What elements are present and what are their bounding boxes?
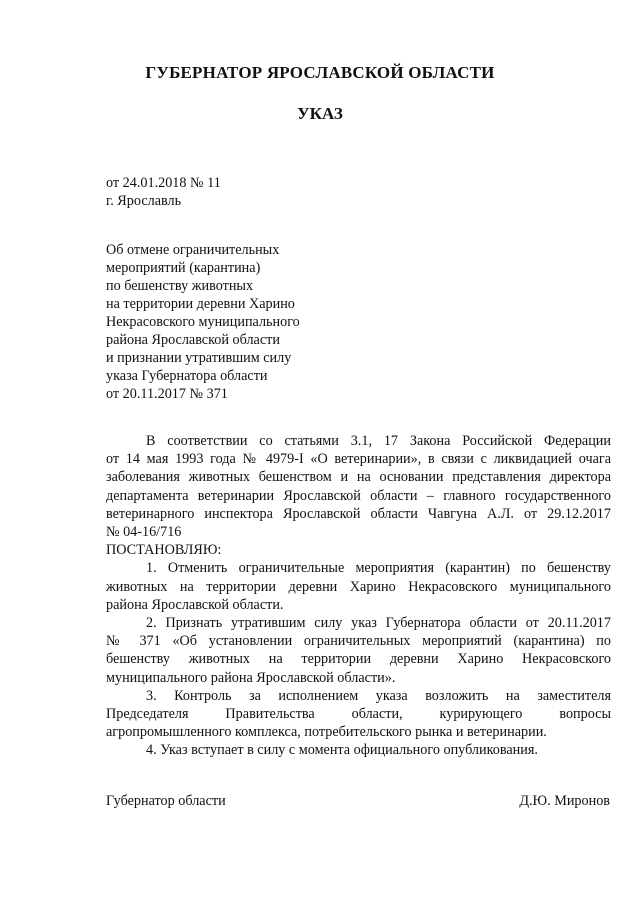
subject-line: указа Губернатора области [106, 368, 268, 384]
item-line: бешенству животных на территории деревни Харино Некрасовского [106, 651, 611, 668]
item-line: № 371 «Об установлении ограничительных мероприятий (карантина) по [106, 633, 611, 650]
subject-line: на территории деревни Харино [106, 296, 295, 312]
subject-line: от 20.11.2017 № 371 [106, 386, 228, 402]
decree-word: ПОСТАНОВЛЯЮ: [106, 542, 222, 559]
document-type-heading: УКАЗ [297, 104, 343, 123]
item-line: района Ярославской области. [106, 596, 284, 613]
subject-line: и признании утратившим силу [106, 350, 292, 366]
signature-position: Губернатор области [106, 793, 226, 809]
document-body [106, 432, 611, 760]
subject-line: Некрасовского муниципального [106, 314, 300, 330]
item-line: животных на территории деревни Харино Некрасовского муниципального [106, 578, 611, 595]
preamble-line: № 04-16/716 [106, 524, 182, 541]
item-3 [106, 687, 611, 742]
preamble-line: от 14 мая 1993 года № 4979-I «О ветеринарии», в связи с ликвидацией очага [106, 451, 611, 468]
item-4 [106, 741, 611, 759]
item-line: 1. Отменить ограничительные мероприятия (карантин) по бешенству [146, 560, 611, 577]
item-line: 3. Контроль за исполнением указа возложить на заместителя [146, 687, 611, 704]
preamble-line: В соответствии со статьями 3.1, 17 Закона Российской Федерации [146, 433, 611, 449]
item-2 [106, 614, 611, 687]
signature-name: Д.Ю. Миронов [519, 793, 610, 809]
preamble-line: заболевания животных бешенством и на основании представления директора [106, 469, 611, 486]
preamble-line: департамента ветеринарии Ярославской области – главного государственного [106, 487, 611, 504]
subject-line: района Ярославской области [106, 332, 280, 348]
item-line: 2. Признать утратившим силу указ Губернатора области от 20.11.2017 [146, 615, 611, 632]
date-number: от 24.01.2018 № 11 [106, 175, 221, 191]
city: г. Ярославль [106, 193, 182, 209]
preamble [106, 432, 611, 541]
authority-heading: ГУБЕРНАТОР ЯРОСЛАВСКОЙ ОБЛАСТИ [145, 63, 495, 82]
item-line: агропромышленного комплекса, потребительского рынка и ветеринарии. [106, 724, 547, 741]
subject-line: мероприятий (карантина) [106, 260, 261, 276]
item-1 [106, 559, 611, 614]
preamble-line: ветеринарного инспектора Ярославской области Чавгуна А.Л. от 29.12.2017 [106, 505, 611, 522]
item-line: муниципального района Ярославской области». [106, 669, 396, 686]
item-line: Председателя Правительства области, курирующего вопросы [106, 706, 611, 723]
subject-line: по бешенству животных [106, 278, 254, 294]
subject-line: Об отмене ограничительных [106, 242, 280, 258]
item-line: 4. Указ вступает в силу с момента официального опубликования. [146, 742, 538, 759]
